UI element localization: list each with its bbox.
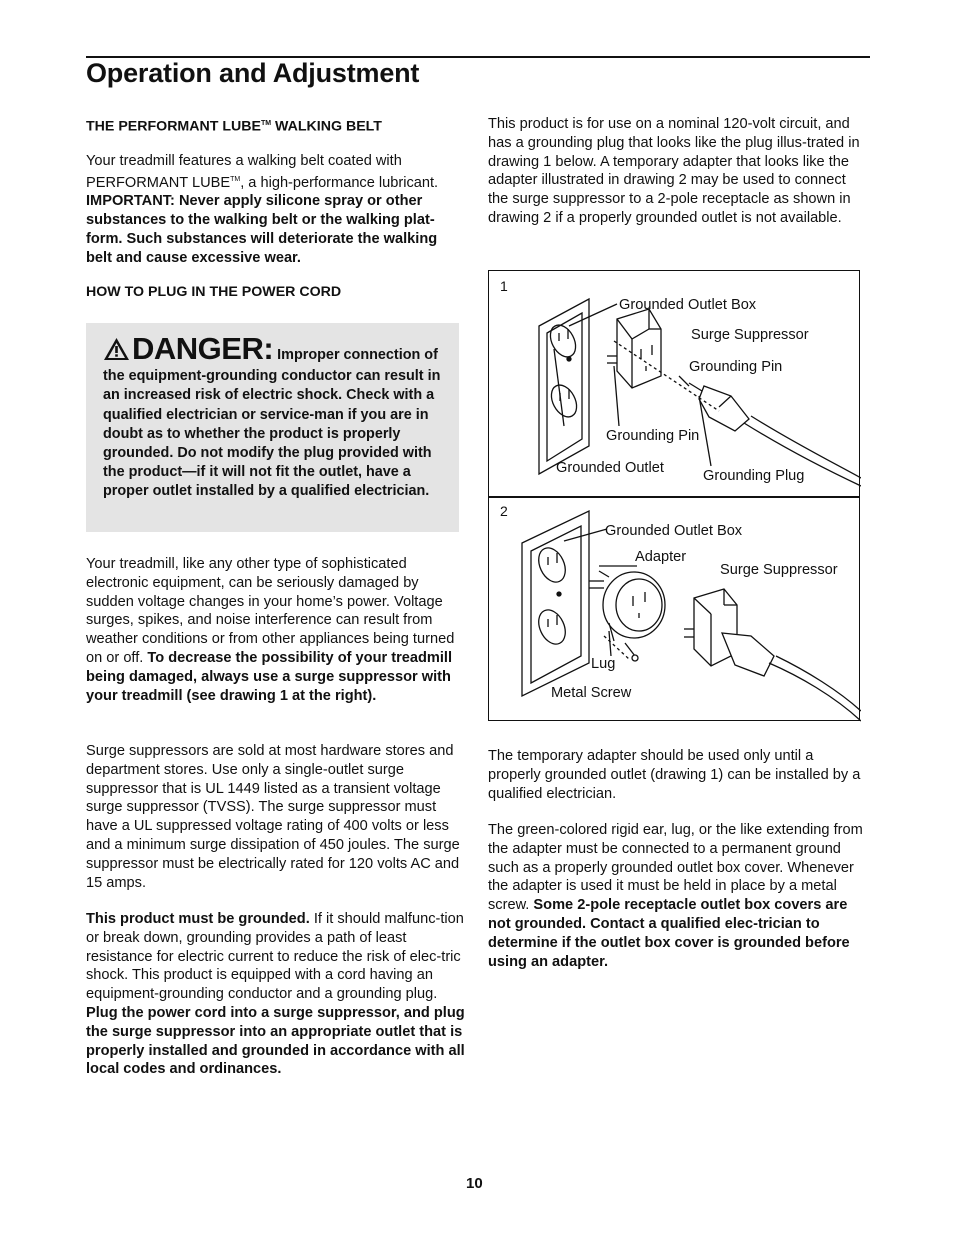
belt-warning: IMPORTANT: Never apply silicone spray or other substances to the walking belt or the walking plat-form. Such substances will deteriorate the walking belt and cause excessive wear. [86,193,438,266]
danger-text: Improper connection of the equipment-grounding conductor can result in an increased risk of electric shock. Check with a qualified electrician or service-man if you are in doubt as to whether the product is properly grounded. Do not modify the plug provided with the product—if it will not fit the outlet, have a proper outlet installed by a qualified electrician. [103,347,441,500]
label-lug: Lug [591,656,616,672]
ear-paragraph: The green-colored rigid ear, lug, or the like extending from the adapter must be connected to a permanent ground such as a properly grounded outlet box cover. Whenever the adapter is used it must be held in place by a metal screw. Some 2-pole receptacle outlet box covers are not grounded. Contact a qualified elec-trician to determine if the outlet box cover is grounded before using an adapter. [488,822,863,970]
danger-box [86,323,459,532]
surge-paragraph-1: Your treadmill, like any other type of sophisticated electronic equipment, can be seriously damaged by sudden voltage changes in your home’s power. Voltage surges, spikes, and noise interference can result from weather conditions or from other appliances being turned on or off. To decrease the possibility of your treadmill being damaged, always use a surge suppressor with your treadmill (see drawing 1 at the right). [86,556,455,704]
label-grounded-outlet-box-1: Grounded Outlet Box [619,297,757,313]
plug-heading: HOW TO PLUG IN THE POWER CORD [86,284,342,300]
plug-figure [488,270,860,721]
temp-adapter-paragraph: The temporary adapter should be used only until a properly grounded outlet (drawing 1) can be installed by a qualified electrician. [488,748,861,802]
label-grounded-outlet-box-2: Grounded Outlet Box [605,523,743,539]
label-metal-screw: Metal Screw [551,685,632,701]
danger-content [103,331,443,502]
label-surge-suppressor-2: Surge Suppressor [720,562,838,578]
label-adapter: Adapter [635,549,687,565]
warning-triangle-icon [103,337,130,367]
label-grounding-pin-top: Grounding Pin [689,359,783,375]
plug-section [86,283,468,302]
belt-paragraph: Your treadmill features a walking belt coated with PERFORMANT LUBE™, a high-performance lubricant. IMPORTANT: Never apply silicone spray or other substances to the walking belt or the walking plat-form. Such substances will deteriorate the walking belt and cause excessive wear. [86,153,439,266]
label-grounded-outlet: Grounded Outlet [556,460,664,476]
danger-word: DANGER: [132,331,274,366]
page-number: 10 [466,1175,483,1192]
intro-paragraph: This product is for use on a nominal 120-volt circuit, and has a grounding plug that looks like the plug illus-trated in drawing 1 below. A temporary adapter that looks like the adapter illustrated in drawing 2 may be used to connect the surge suppressor to a 2-pole receptacle as shown in drawing 2 if a properly grounded outlet is not available. [488,116,860,226]
ground-paragraph: This product must be grounded. If it should malfunc-tion or break down, grounding provides a path of least resistance for electric current to reduce the risk of elec-tric shock. This product is equipped with a cord having an equipment-grounding conductor and a grounding plug. Plug the power cord into a surge suppressor, and plug the surge suppressor into an appropriate outlet that is properly installed and grounded in accordance with all local codes and ordinances. [86,911,465,1078]
label-surge-suppressor-1: Surge Suppressor [691,327,809,343]
belt-section [86,115,468,137]
surge-paragraph-2: Surge suppressors are sold at most hardware stores and department stores. Use only a single-outlet surge suppressor that is UL 1449 listed as a transient voltage surge suppressor (TVSS). The surge suppressor must have a UL suppressed voltage rating of 400 volts or less and a minimum surge dissipation of 450 joules. The surge suppressor must be electrically rated for 120 volts AC and 15 amps. [86,743,460,891]
drawing-1-number: 1 [500,278,508,294]
label-grounding-pin-bottom: Grounding Pin [606,428,700,444]
label-grounding-plug: Grounding Plug [703,468,805,484]
drawing-2-number: 2 [500,503,508,519]
page-title: Operation and Adjustment [86,58,420,88]
belt-heading: THE PERFORMANT LUBE™ WALKING BELT [86,118,382,135]
